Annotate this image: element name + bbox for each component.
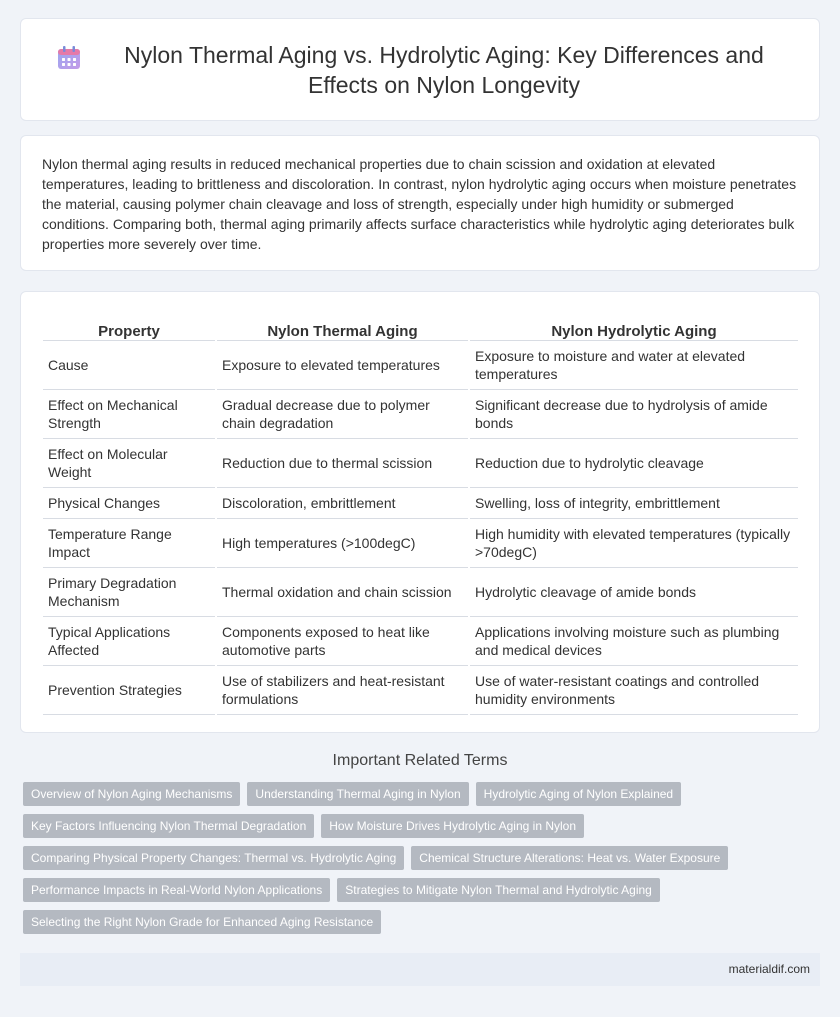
cell-property: Effect on Mechanical Strength	[43, 389, 216, 438]
cell-hydrolytic: Reduction due to hydrolytic cleavage	[469, 438, 798, 487]
cell-hydrolytic: Significant decrease due to hydrolysis of amide bonds	[469, 389, 798, 438]
footer	[20, 953, 820, 986]
cell-hydrolytic: Use of water-resistant coatings and controlled humidity environments	[469, 665, 798, 714]
cell-thermal: Use of stabilizers and heat-resistant formulations	[216, 665, 469, 714]
related-term-tag[interactable]: Performance Impacts in Real-World Nylon Applications	[23, 878, 330, 902]
cell-thermal: Exposure to elevated temperatures	[216, 340, 469, 389]
related-term-tag[interactable]: Selecting the Right Nylon Grade for Enhanced Aging Resistance	[23, 910, 381, 934]
cell-hydrolytic: Applications involving moisture such as plumbing and medical devices	[469, 616, 798, 665]
cell-hydrolytic: Swelling, loss of integrity, embrittlement	[469, 487, 798, 518]
header-property: Property	[43, 312, 216, 340]
related-term-tag[interactable]: Understanding Thermal Aging in Nylon	[247, 782, 468, 806]
header-thermal: Nylon Thermal Aging	[216, 312, 469, 340]
cell-thermal: Thermal oxidation and chain scission	[216, 567, 469, 616]
comparison-table	[43, 312, 798, 715]
related-term-tag[interactable]: Chemical Structure Alterations: Heat vs. Water Exposure	[411, 846, 728, 870]
cell-thermal: Discoloration, embrittlement	[216, 487, 469, 518]
cell-thermal: Components exposed to heat like automotive parts	[216, 616, 469, 665]
table-row	[43, 340, 798, 389]
cell-property: Physical Changes	[43, 487, 216, 518]
related-terms-list	[20, 782, 820, 942]
cell-property: Prevention Strategies	[43, 665, 216, 714]
related-term-tag[interactable]: Overview of Nylon Aging Mechanisms	[23, 782, 240, 806]
cell-property: Effect on Molecular Weight	[43, 438, 216, 487]
cell-thermal: High temperatures (>100degC)	[216, 518, 469, 567]
cell-property: Temperature Range Impact	[43, 518, 216, 567]
table-row	[43, 567, 798, 616]
table-row	[43, 616, 798, 665]
table-row	[43, 438, 798, 487]
page-title: Nylon Thermal Aging vs. Hydrolytic Aging: Key Differences and Effects on Nylon Longevity	[124, 41, 764, 98]
related-terms-section	[20, 752, 820, 942]
related-term-tag[interactable]: How Moisture Drives Hydrolytic Aging in Nylon	[321, 814, 584, 838]
cell-thermal: Gradual decrease due to polymer chain degradation	[216, 389, 469, 438]
table-row	[43, 518, 798, 567]
cell-thermal: Reduction due to thermal scission	[216, 438, 469, 487]
table-row	[43, 487, 798, 518]
related-term-tag[interactable]: Comparing Physical Property Changes: Thermal vs. Hydrolytic Aging	[23, 846, 404, 870]
footer-site[interactable]: materialdif.com	[728, 962, 810, 976]
header-hydrolytic: Nylon Hydrolytic Aging	[469, 312, 798, 340]
cell-hydrolytic: Exposure to moisture and water at elevated temperatures	[469, 340, 798, 389]
intro-card	[20, 135, 820, 271]
related-term-tag[interactable]: Hydrolytic Aging of Nylon Explained	[476, 782, 681, 806]
table-header-row	[43, 312, 798, 340]
related-terms-heading: Important Related Terms	[332, 752, 508, 769]
related-term-tag[interactable]: Key Factors Influencing Nylon Thermal Degradation	[23, 814, 314, 838]
related-term-tag[interactable]: Strategies to Mitigate Nylon Thermal and Hydrolytic Aging	[337, 878, 660, 902]
cell-property: Typical Applications Affected	[43, 616, 216, 665]
cell-property: Primary Degradation Mechanism	[43, 567, 216, 616]
cell-property: Cause	[43, 340, 216, 389]
cell-hydrolytic: Hydrolytic cleavage of amide bonds	[469, 567, 798, 616]
table-row	[43, 665, 798, 714]
table-row	[43, 389, 798, 438]
cell-hydrolytic: High humidity with elevated temperatures (typically >70degC)	[469, 518, 798, 567]
calendar-icon	[56, 45, 82, 71]
comparison-table-card	[20, 291, 820, 733]
title-card	[20, 18, 820, 121]
intro-paragraph: Nylon thermal aging results in reduced mechanical properties due to chain scission and oxidation at elevated temperatures, leading to brittleness and discoloration. In contrast, nylon hydrolytic aging occurs when moisture penetrates the material, causing polymer chain cleavage and loss of strength, especially under high humidity or submerged conditions. Comparing both, thermal aging primarily affects surface characteristics while hydrolytic aging deteriorates bulk properties more severely over time.	[42, 156, 797, 252]
